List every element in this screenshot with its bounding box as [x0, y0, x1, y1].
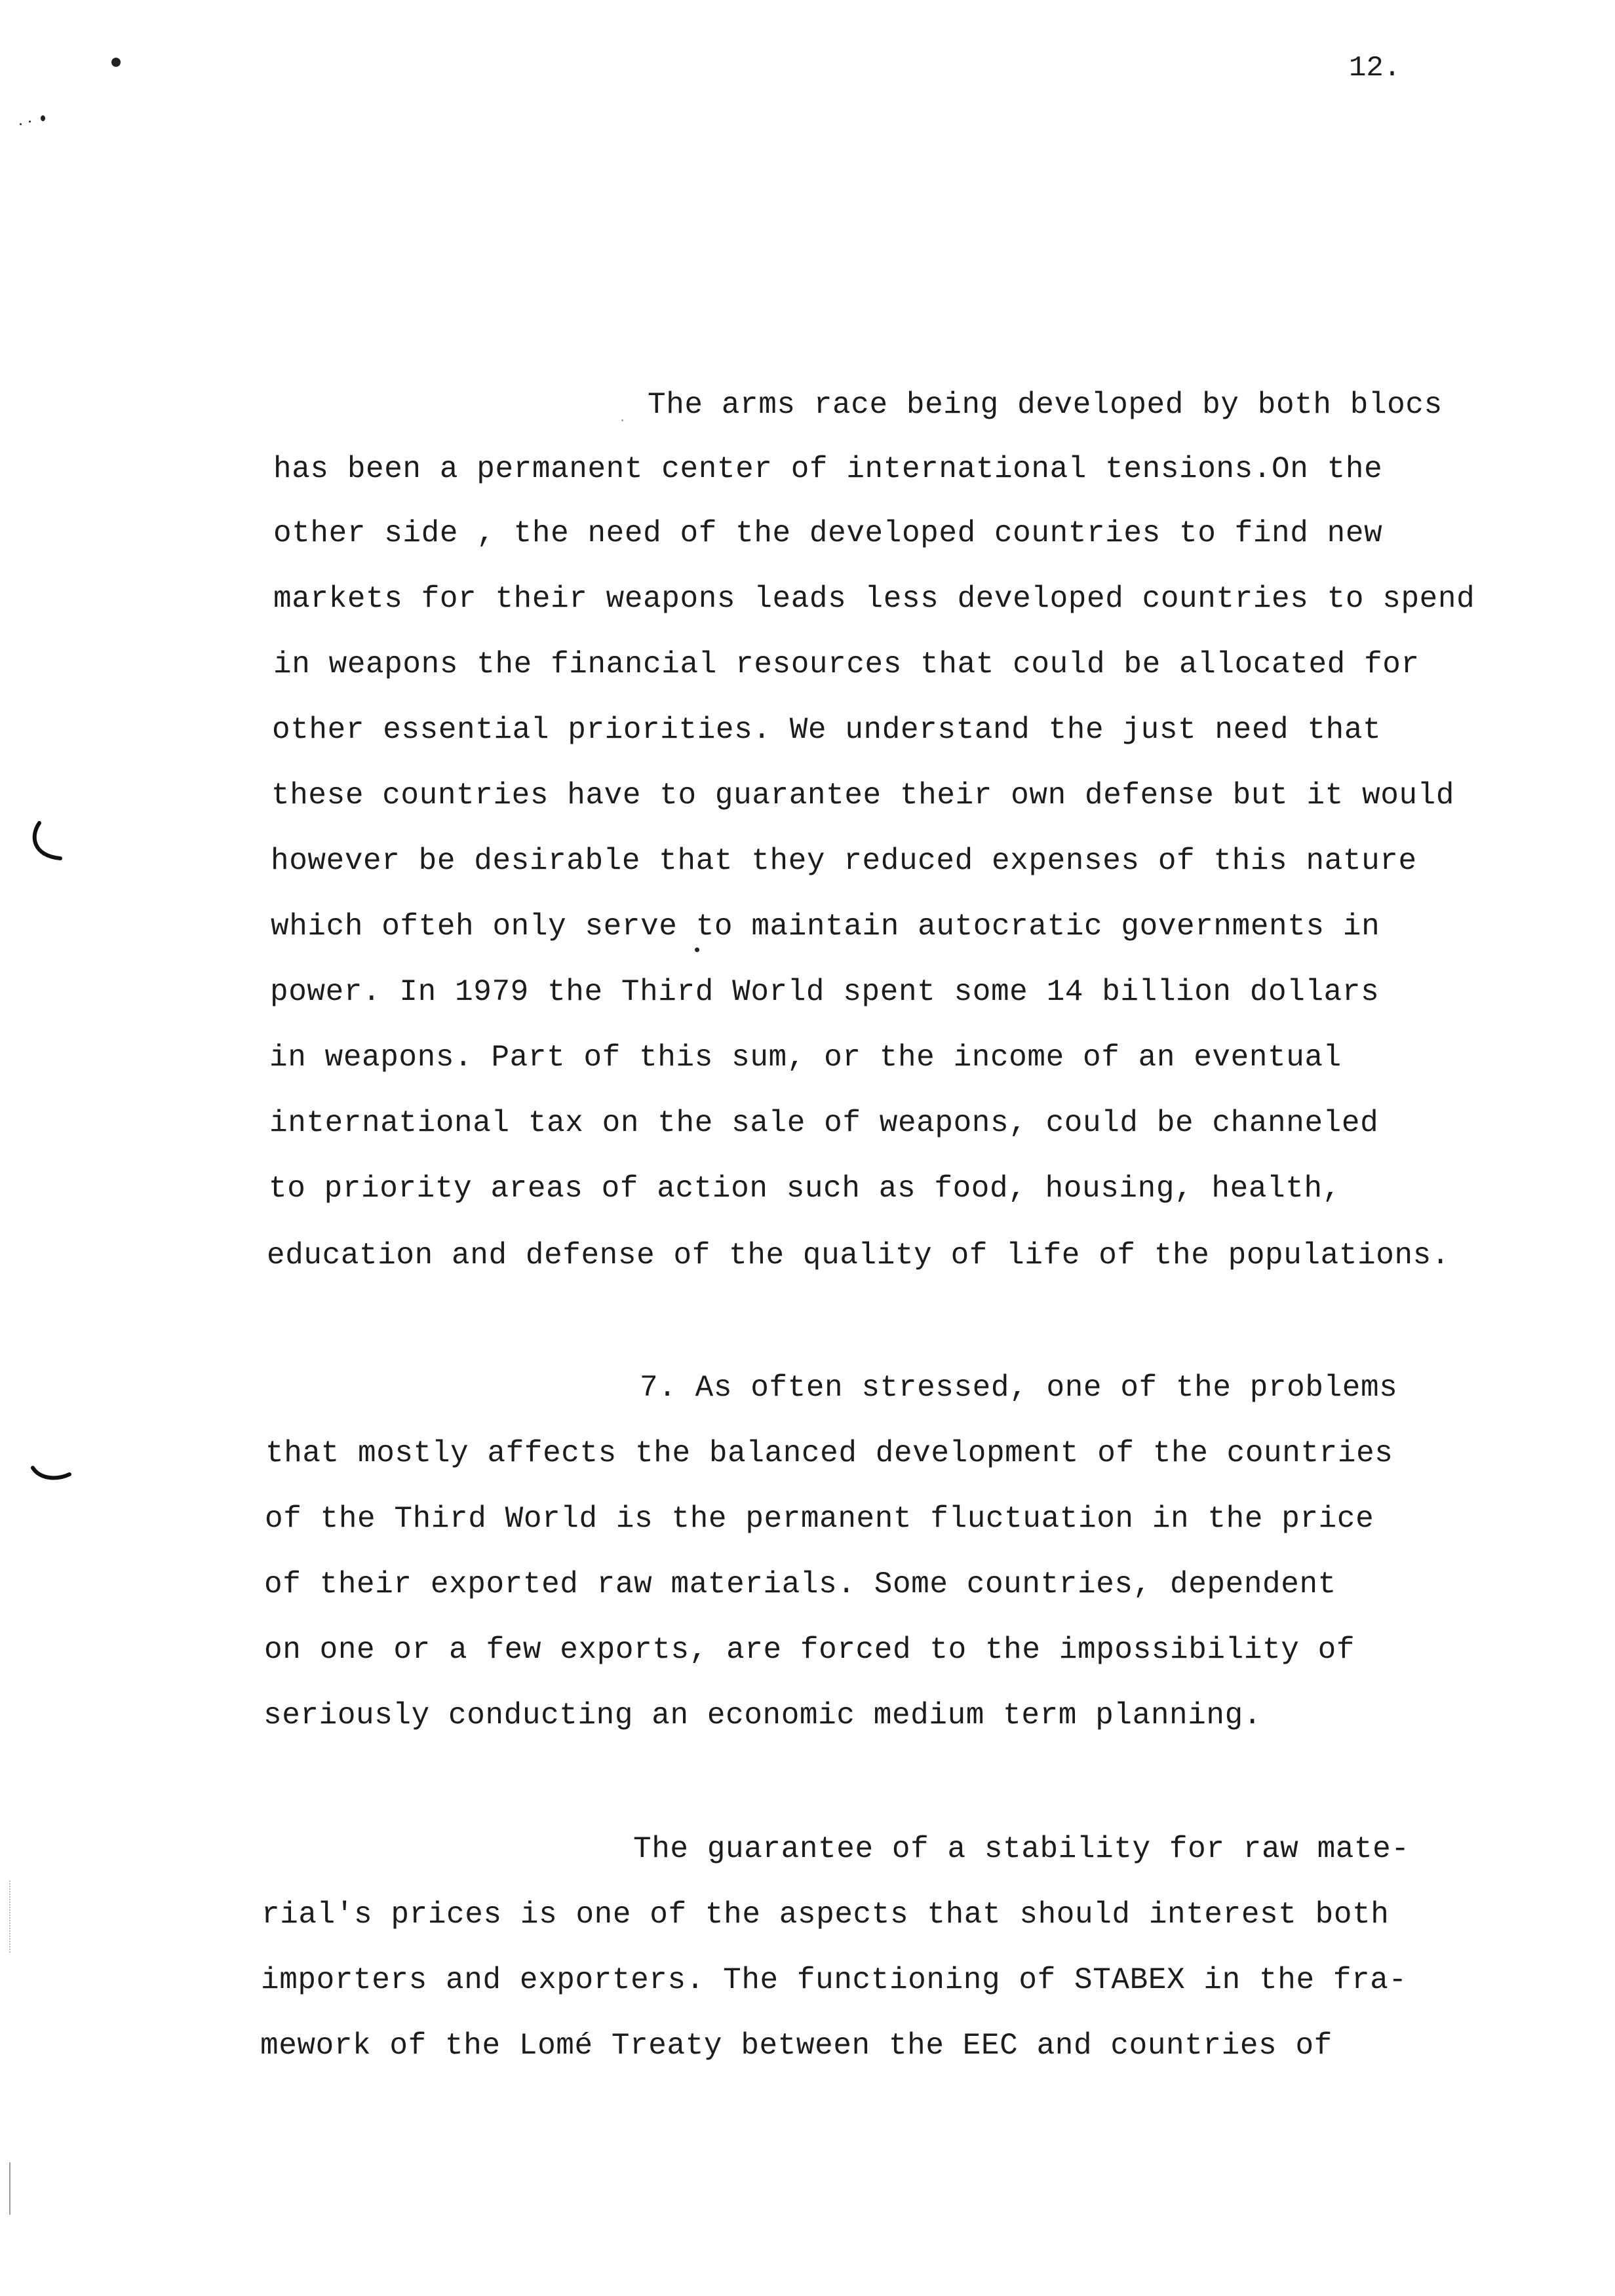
paragraph-line: mework of the Lomé Treaty between the EEC and countries of [260, 2029, 1333, 2063]
paragraph-line: seriously conducting an economic medium term planning. [263, 1698, 1262, 1732]
paragraph-line: however be desirable that they reduced expenses of this nature [271, 844, 1417, 878]
scan-speck [111, 58, 121, 67]
paragraph-line: which ofteh only serve to maintain autocratic governments in [271, 909, 1380, 944]
paragraph-line: to priority areas of action such as food, housing, health, [269, 1172, 1341, 1206]
paragraph-line: that mostly affects the balanced development of the countries [265, 1436, 1393, 1470]
paragraph-line: international tax on the sale of weapons, could be channeled [269, 1106, 1379, 1140]
paragraph-line: in weapons. Part of this sum, or the income of an eventual [269, 1041, 1342, 1075]
paragraph-line: markets for their weapons leads less developed countries to spend [273, 582, 1475, 616]
paragraph-line: 7. As often stressed, one of the problems [640, 1371, 1398, 1405]
paragraph-line: The guarantee of a stability for raw mate- [633, 1832, 1410, 1866]
margin-edge-mark [9, 2162, 10, 2215]
paragraph-line: in weapons the financial resources that could be allocated for [273, 647, 1420, 681]
paragraph-line: other side , the need of the developed countries to find new [273, 516, 1383, 550]
paragraph-line: The arms race being developed by both blocs [648, 388, 1443, 422]
scan-speck [621, 419, 623, 421]
scan-speck [695, 947, 699, 952]
paragraph-line: education and defense of the quality of life of the populations. [267, 1238, 1450, 1272]
paragraph-line: rial's prices is one of the aspects that should interest both [262, 1898, 1390, 1932]
binding-hole-mark [26, 819, 72, 871]
margin-edge-mark [9, 1881, 10, 1953]
scan-speck [29, 121, 31, 123]
paragraph-line: has been a permanent center of international tensions.On the [273, 452, 1383, 486]
paragraph-line: of the Third World is the permanent fluctuation in the price [265, 1502, 1374, 1536]
paragraph-line: of their exported raw materials. Some countries, dependent [264, 1567, 1336, 1601]
scan-speck [20, 123, 22, 125]
paragraph-line: these countries have to guarantee their own defense but it would [271, 778, 1455, 813]
page-number: 12. [1349, 52, 1401, 85]
binding-hole-mark [26, 1455, 79, 1494]
paragraph-line: other essential priorities. We understand the just need that [272, 713, 1382, 747]
paragraph-line: importers and exporters. The functioning of STABEX in the fra- [261, 1963, 1407, 1997]
paragraph-line: power. In 1979 the Third World spent some 14 billion dollars [270, 975, 1380, 1009]
paragraph-line: on one or a few exports, are forced to the impossibility of [264, 1633, 1355, 1667]
scan-speck [41, 115, 45, 121]
